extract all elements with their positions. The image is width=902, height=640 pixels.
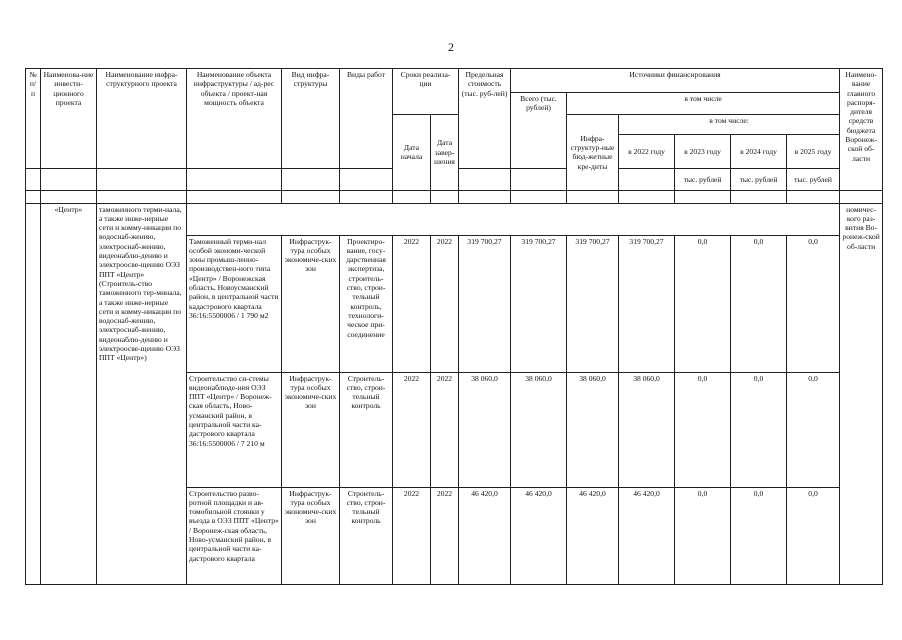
end-cell: 2022 [431,235,459,372]
infra-type-cell: Инфраструк-тура особых экономиче-ских зон [282,235,340,372]
y2023-cell: 0,0 [675,235,731,372]
y2025-cell: 0,0 [787,487,840,584]
unit-2022: тыс. рублей [787,169,840,191]
y2023-cell: 0,0 [675,372,731,487]
start-cell: 2022 [393,235,431,372]
y2022-cell: 38 060,0 [619,372,675,487]
header-incl: в том числе [567,93,840,115]
page-number: 2 [448,40,454,54]
unit-credits: тыс. рублей [731,169,787,191]
y2022-cell: 319 700,27 [619,235,675,372]
project-name: «Центр» [41,203,97,584]
header-end: Дата завер-шения [431,115,459,191]
start-cell: 2022 [393,372,431,487]
y2025-cell: 0,0 [787,235,840,372]
header-number: № п/п [26,69,41,169]
infra-project-name: таможенного терми-нала, а также инже-нерные сети и комму-никации по водоснаб-жению, электроснаб-жению, видеонаблю-дению и электроосве-щению ОЭЗ ППТ «Центр» (Строитель-ство таможенного тер-минала, а также инже-нерные сети и комму-никации по водоснаб-жению, электроснаб-жению, видеонаблю-дению и электроосве-щению ОЭЗ ППТ «Центр») [97,203,187,584]
header-infra-project: Наименование инфра-структурного проекта [97,69,187,169]
header-start: Дата начала [393,115,431,191]
y2024-cell: 0,0 [731,487,787,584]
y2024-cell: 0,0 [731,372,787,487]
header-works: Виды работ [340,69,393,169]
cost-cell: 46 420,0 [459,487,511,584]
header-incl2: в том числе: [619,115,840,135]
total-cell: 38 060,0 [511,372,567,487]
header-2022: в 2022 году [619,135,675,169]
financing-table [25,68,883,585]
header-infra-type: Вид инфра-структуры [282,69,340,169]
object-cell: Строительство си-стемы видеонаблюде-ния ОЭЗ ППТ «Центр» / Воронеж-ская область, Ново-усманский район, в центральной части ка-дастрового квартала 36:16:5500006 / 7 210 м [187,372,282,487]
works-cell: Строитель-ство, строи-тельный контроль [340,487,393,584]
infra-type-cell: Инфраструк-тура особых экономиче-ских зон [282,487,340,584]
header-sources: Источники финансирования [511,69,840,93]
header-object: Наименование объекта инфраструктуры / ад-рес объекта / проект-ная мощность объекта [187,69,282,169]
credits-cell: 46 420,0 [567,487,619,584]
header-total: Всего (тыс. рублей) [511,93,567,169]
y2025-cell: 0,0 [787,372,840,487]
header-terms: Сроки реализа-ции [393,69,459,115]
header-2024: в 2024 году [731,135,787,169]
cost-cell: 38 060,0 [459,372,511,487]
header-infra-credits: Инфра-структур-ные бюд-жетные кре-диты [567,115,619,191]
total-cell: 46 420,0 [511,487,567,584]
credits-cell: 38 060,0 [567,372,619,487]
unit-total: тыс. рублей [675,169,731,191]
infra-type-cell: Инфраструк-тура особых экономиче-ских зон [282,372,340,487]
y2023-cell: 0,0 [675,487,731,584]
end-cell: 2022 [431,487,459,584]
works-cell: Строитель-ство, строи-тельный контроль [340,372,393,487]
object-cell: Таможенный терми-нал особой экономи-ческой зоны промыш-ленно-производствен-ного типа «Центр» / Воронежская область, Новоусманский район, в центральной части кадастрового квартала 36:16:5500006 / 1 790 м2 [187,235,282,372]
header-manager: Наимено-вание главного распоря-дителя средств бюджета Воронеж-ской об-ласти [840,69,883,191]
total-cell: 319 700,27 [511,235,567,372]
header-cost: Предельная стоимость (тыс. руб-лей) [459,69,511,169]
end-cell: 2022 [431,372,459,487]
works-cell: Проектиро-вание, госу-дарственная экспертиза, строитель-ство, строи-тельный контроль, технологи-ческое при-соединение [340,235,393,372]
y2022-cell: 46 420,0 [619,487,675,584]
credits-cell: 319 700,27 [567,235,619,372]
start-cell: 2022 [393,487,431,584]
cost-cell: 319 700,27 [459,235,511,372]
manager-name: номичес-кого раз-вития Во-ронеж-ской об-ласти [840,203,883,584]
y2024-cell: 0,0 [731,235,787,372]
header-2025: в 2025 году [787,135,840,169]
object-cell: Строительство разво-ротной площадки и ав-томобильной стоянки у въезда в ОЭЗ ППТ «Центр» / Воронеж-ская область, Ново-усманский район, в центральной части ка-дастрового квартала [187,487,282,584]
header-investment-project: Наименова-ние инвести-ционного проекта [41,69,97,169]
header-2023: в 2023 году [675,135,731,169]
